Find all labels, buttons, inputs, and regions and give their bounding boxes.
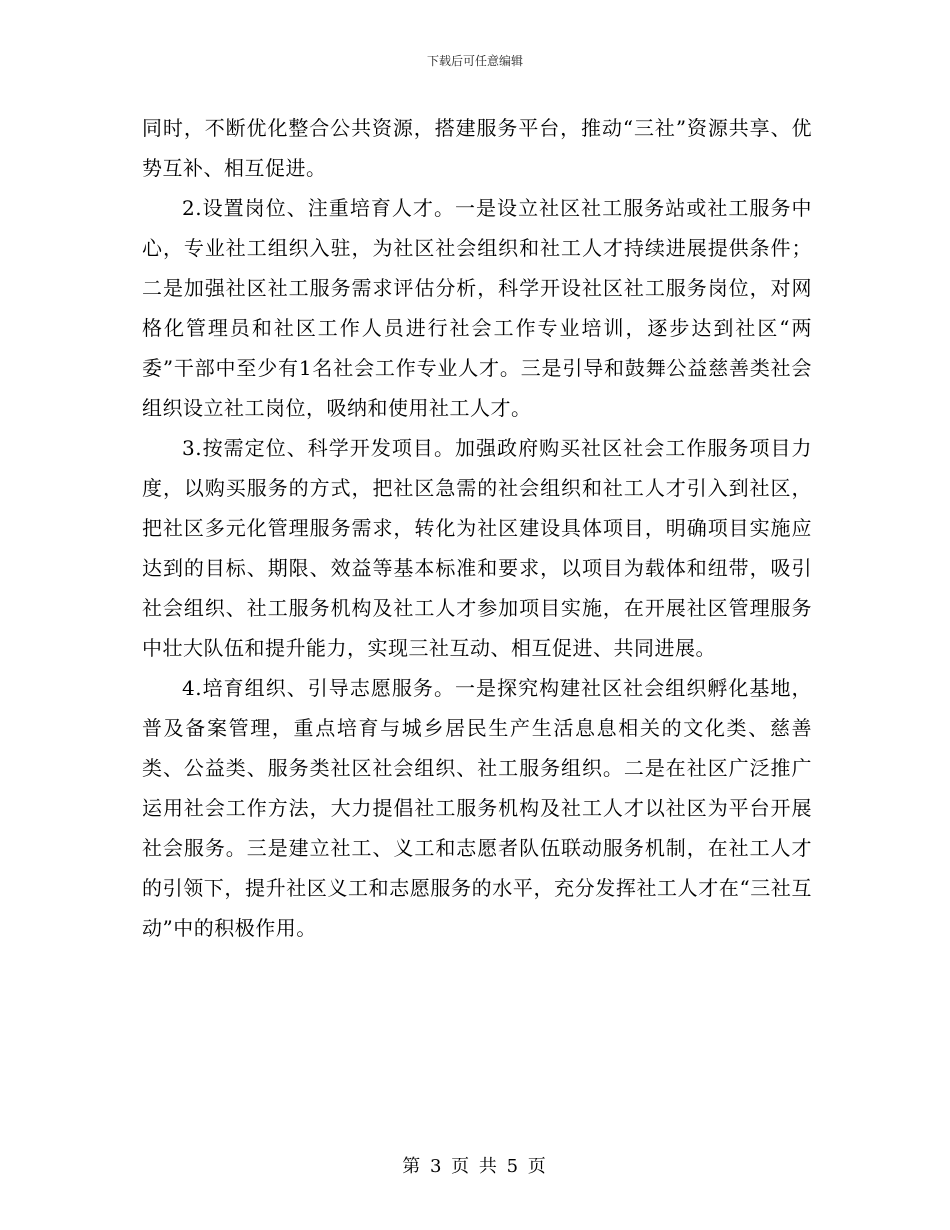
paragraph-item-2: 2.设置岗位、注重培育人才。一是设立社区社工服务站或社工服务中心，专业社工组织入驻，为社区社会组织和社工人才持续进展提供条件；二是加强社区社工服务需求评估分析，科学开设社区社工服务岗位，对网格化管理员和社区工作人员进行社会工作专业培训，逐步达到社区“两委”干部中至少有1名社会工作专业人才。三是引导和鼓舞公益慈善类社会组织设立社工岗位，吸纳和使用社工人才。 — [142, 196, 812, 420]
page-number-footer: 第 3 页 共 5 页 — [402, 1156, 548, 1177]
paragraph-item-4: 4.培育组织、引导志愿服务。一是探究构建社区社会组织孵化基地，普及备案管理，重点培育与城乡居民生产生活息息相关的文化类、慈善类、公益类、服务类社区社会组织、社工服务组织。二是在社区广泛推广运用社会工作方法，大力提倡社工服务机构及社工人才以社区为平台开展社会服务。三是建立社工、义工和志愿者队伍联动服务机制，在社工人才的引领下，提升社区义工和志愿服务的水平，充分发挥社工人才在“三社互动”中的积极作用。 — [142, 676, 812, 940]
document-body — [142, 108, 812, 948]
paragraph-item-3: 3.按需定位、科学开发项目。加强政府购买社区社会工作服务项目力度，以购买服务的方式，把社区急需的社会组织和社工人才引入到社区，把社区多元化管理服务需求，转化为社区建设具体项目，明确项目实施应达到的目标、期限、效益等基本标准和要求，以项目为载体和纽带，吸引社会组织、社工服务机构及社工人才参加项目实施，在开展社区管理服务中壮大队伍和提升能力，实现三社互动、相互促进、共同进展。 — [142, 436, 812, 660]
paragraph-continuation: 同时，不断优化整合公共资源，搭建服务平台，推动“三社”资源共享、优势互补、相互促进。 — [142, 116, 812, 180]
page-header: 下载后可任意编辑 — [426, 54, 523, 68]
